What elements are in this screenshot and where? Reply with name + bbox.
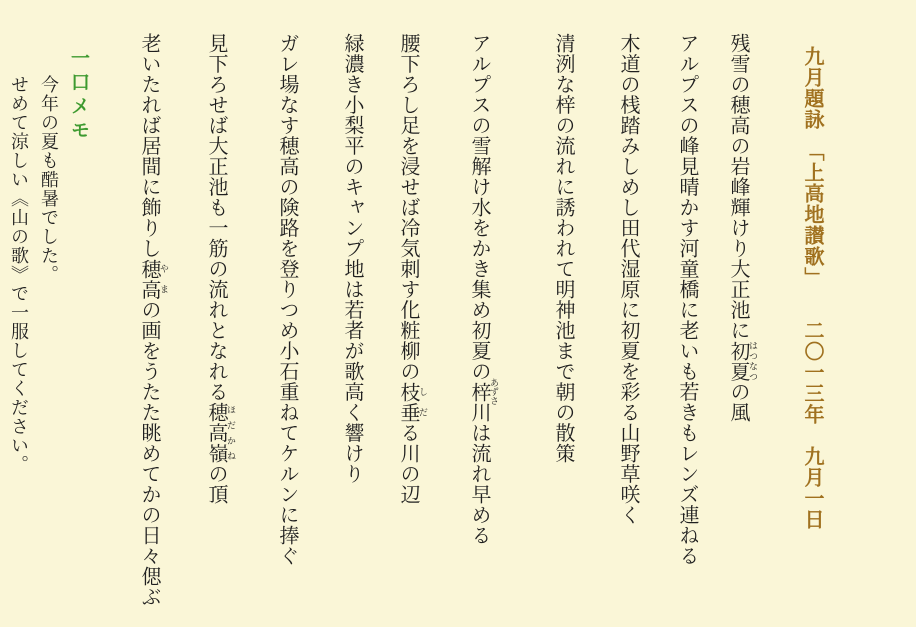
- page-title: 九月題詠 「上高地讃歌」 二〇一三年 九月一日: [801, 46, 823, 530]
- poem-column-7: 緑濃き小梨平のキャンプ地は若者が歌高く響けり: [341, 33, 363, 484]
- poem-column-4: 清洌な梓の流れに誘われて明神池まで朝の散策: [552, 33, 574, 464]
- poem-column-5: アルプスの雪解け水をかき集め初夏の梓 あずさ川は流れ早める: [468, 33, 499, 546]
- poem-column-2: アルプスの峰見晴かす河童橋に老いも若きもレンズ連ねる: [676, 33, 698, 566]
- memo-heading: 一口メモ: [68, 48, 89, 144]
- poem-column-3: 木道の桟踏みしめし田代湿原に初夏を彩る山野草咲く: [617, 33, 639, 525]
- poem-column-6: 腰下ろし足を浸せば冷気刺す化粧柳の枝垂 しだる川の辺: [397, 33, 428, 505]
- poem-column-9: 見下ろせば大正池も一筋の流れとなれる穂高嶺 ほだかねの頂: [205, 33, 236, 505]
- poem-column-1: 残雪の穂高の岩峰輝けり大正池に初夏 はつなつの風: [727, 33, 758, 423]
- memo-line-2: せめて涼しい《山の歌》で一服してください。: [9, 75, 29, 474]
- poem-column-8: ガレ場なす穂高の険路を登りつめ小石重ねてケルンに捧ぐ: [276, 33, 298, 566]
- memo-line-1: 今年の夏も酷暑でした。: [39, 75, 59, 284]
- poem-column-10: 老いたれば居間に飾りし穂高 やまの画をうたた眺めてかの日々偲ぶ: [138, 33, 169, 607]
